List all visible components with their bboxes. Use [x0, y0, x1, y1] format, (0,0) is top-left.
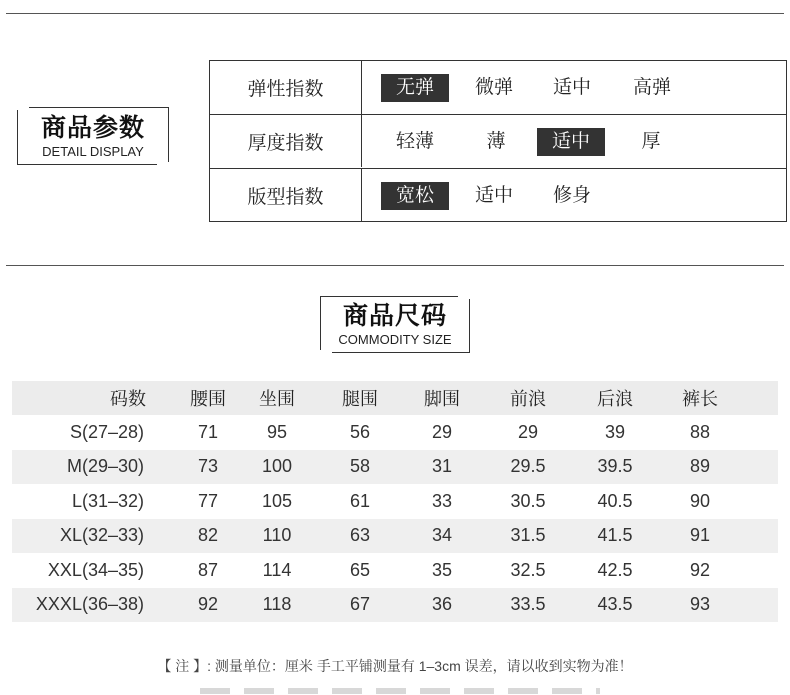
value-cell: 40.5 — [597, 490, 633, 511]
value-cell: 29 — [431, 421, 453, 442]
value-cell: 32.5 — [510, 559, 546, 580]
value-cell: 39.5 — [597, 456, 633, 477]
param-row-fit — [210, 168, 786, 221]
value-cell: 92 — [197, 594, 219, 615]
value-cell: 110 — [262, 525, 292, 546]
param-option: 适中 — [552, 77, 591, 98]
value-cell: 31 — [431, 456, 453, 477]
value-cell: 35 — [431, 559, 453, 580]
header-cell: 脚围 — [424, 389, 460, 409]
top-divider — [6, 13, 784, 14]
param-option: 适中 — [474, 185, 513, 206]
value-cell: 105 — [261, 490, 293, 511]
value-cell: 30.5 — [510, 490, 546, 511]
value-cell: 61 — [349, 490, 371, 511]
value-cell: 89 — [689, 456, 711, 477]
param-label: 版型指数 — [210, 169, 362, 221]
value-cell: 29.5 — [510, 456, 546, 477]
header-cell: 码数 — [110, 389, 146, 409]
table-row — [12, 519, 778, 554]
value-cell: 88 — [689, 421, 711, 442]
commodity-size-badge — [320, 296, 470, 353]
value-cell: 34 — [431, 525, 453, 546]
value-cell: 92 — [689, 559, 711, 580]
value-cell: 41.5 — [597, 525, 633, 546]
value-cell: 39 — [604, 421, 626, 442]
table-row — [12, 484, 778, 519]
size-cell: M(29–30) — [66, 456, 144, 477]
param-label: 厚度指数 — [210, 115, 362, 167]
value-cell: 118 — [262, 594, 292, 615]
size-title: 商品尺码 — [342, 302, 447, 330]
measurement-note: 【 注 】: 测量单位：厘米 手工平铺测量有 1–3cm 误差，请以收到实物为准！ — [157, 658, 633, 674]
value-cell: 33.5 — [510, 594, 546, 615]
value-cell: 114 — [262, 559, 292, 580]
value-cell: 67 — [349, 594, 371, 615]
value-cell: 63 — [349, 525, 371, 546]
param-option-selected: 无弹 — [381, 74, 449, 102]
param-option: 修身 — [552, 185, 591, 206]
cut-off-text-remnant — [200, 688, 600, 694]
value-cell: 93 — [689, 594, 711, 615]
value-cell: 31.5 — [510, 525, 546, 546]
header-cell: 坐围 — [259, 389, 295, 409]
size-cell: XXXL(36–38) — [35, 594, 144, 615]
value-cell: 95 — [266, 421, 288, 442]
value-cell: 56 — [349, 421, 371, 442]
value-cell: 29 — [517, 421, 539, 442]
size-table — [12, 381, 778, 622]
value-cell: 77 — [197, 490, 219, 511]
param-option: 薄 — [486, 131, 506, 152]
header-cell: 后浪 — [597, 389, 633, 409]
value-cell: 65 — [349, 559, 371, 580]
param-option: 高弹 — [632, 77, 671, 98]
table-row — [12, 588, 778, 623]
detail-subtitle: DETAIL DISPLAY — [42, 144, 144, 159]
table-row — [12, 415, 778, 450]
table-row — [12, 450, 778, 485]
param-row-elasticity — [210, 61, 786, 114]
param-row-thickness — [210, 114, 786, 167]
header-cell: 腿围 — [342, 389, 378, 409]
header-cell: 腰围 — [190, 389, 226, 409]
middle-divider — [6, 265, 784, 266]
parameter-table — [209, 60, 787, 222]
value-cell: 73 — [197, 456, 219, 477]
value-cell: 36 — [431, 594, 453, 615]
param-label: 弹性指数 — [210, 61, 362, 114]
param-option: 厚 — [641, 131, 661, 152]
detail-display-badge — [17, 107, 169, 165]
param-option: 微弹 — [474, 77, 513, 98]
value-cell: 90 — [689, 490, 711, 511]
value-cell: 71 — [197, 421, 219, 442]
size-cell: XXL(34–35) — [47, 559, 144, 580]
header-cell: 前浪 — [510, 389, 546, 409]
value-cell: 87 — [197, 559, 219, 580]
size-table-header — [12, 381, 778, 415]
size-cell: L(31–32) — [71, 490, 144, 511]
value-cell: 33 — [431, 490, 453, 511]
value-cell: 100 — [261, 456, 293, 477]
value-cell: 91 — [689, 525, 711, 546]
param-option: 轻薄 — [395, 131, 434, 152]
param-option-selected: 适中 — [537, 128, 605, 156]
header-cell: 裤长 — [682, 389, 718, 409]
size-subtitle: COMMODITY SIZE — [338, 332, 452, 347]
value-cell: 82 — [197, 525, 219, 546]
value-cell: 43.5 — [597, 594, 633, 615]
detail-title: 商品参数 — [40, 114, 145, 142]
table-row — [12, 553, 778, 588]
param-option-selected: 宽松 — [381, 182, 449, 210]
value-cell: 42.5 — [597, 559, 633, 580]
size-cell: S(27–28) — [69, 421, 144, 442]
size-cell: XL(32–33) — [59, 525, 144, 546]
value-cell: 58 — [349, 456, 371, 477]
